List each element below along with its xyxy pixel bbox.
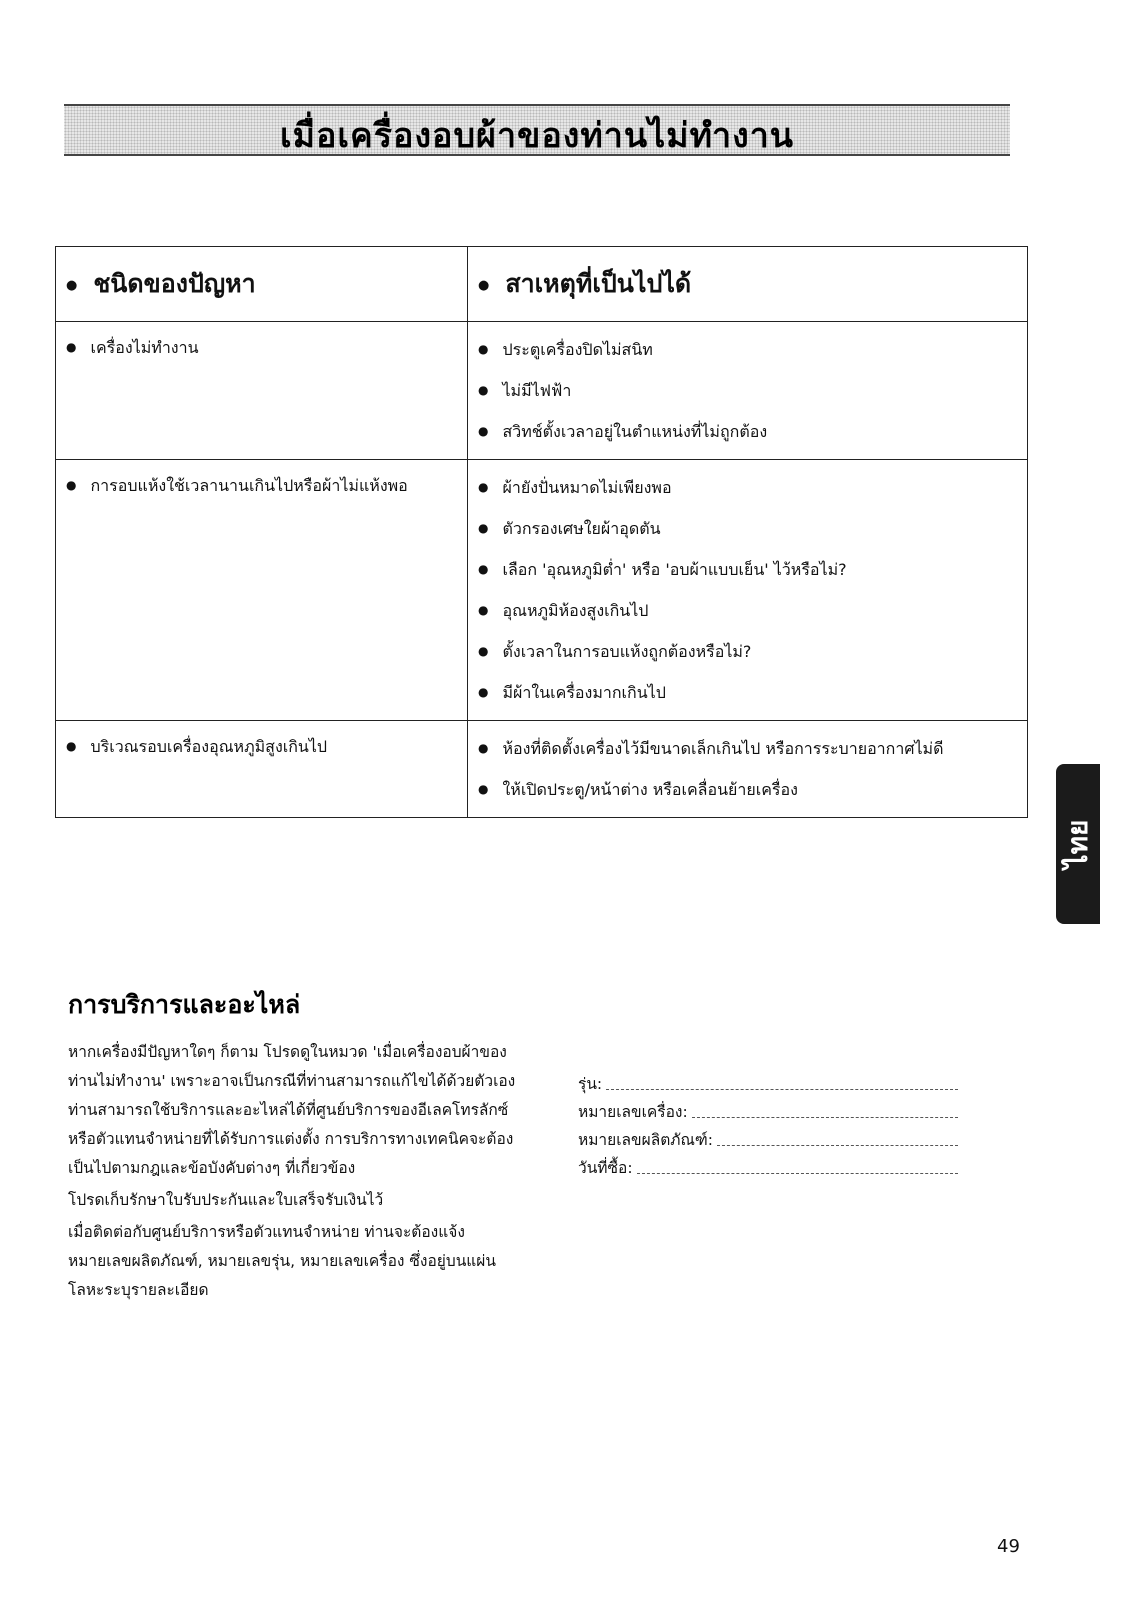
bullet-icon [478,422,502,441]
bullet-icon [478,739,502,758]
table-row [56,721,1028,818]
bullet-icon [66,737,90,756]
list-item: ● ตัวกรองเศษใยผ้าอุดตัน [478,511,1027,552]
cause-cell [468,460,1028,721]
header-problem-type: ● ชนิดของปัญหา [56,247,468,322]
record-field-model: รุ่น: [578,1068,958,1096]
table-header-row [56,247,1028,322]
bullet-icon [478,381,502,400]
bullet-icon [478,560,502,579]
product-record-form [578,1068,958,1180]
bullet-icon [478,340,502,359]
record-field-purchase-date: วันที่ซื้อ: [578,1152,958,1180]
fill-in-line [692,1117,958,1118]
bullet-icon [478,683,502,702]
service-paragraph: เมื่อติดต่อกับศูนย์บริการหรือตัวแทนจำหน่าย ท่านจะต้องแจ้งหมายเลขผลิตภัณฑ์, หมายเลขรุ่น, หมายเลขเครื่อง ซึ่งอยู่บนแผ่นโลหะระบุรายละเอียด [68,1223,496,1299]
problem-cell: ● เครื่องไม่ทำงาน [56,322,468,460]
problem-cell: ● บริเวณรอบเครื่องอุณหภูมิสูงเกินไป [56,721,468,818]
service-paragraph: หากเครื่องมีปัญหาใดๆ ก็ตาม โปรดดูในหมวด 'เมื่อเครื่องอบผ้าของท่านไม่ทำงาน' เพราะอาจเป็นกรณีที่ท่านสามารถแก้ไขได้ด้วยตัวเอง ท่านสามารถใช้บริการและอะไหล่ได้ที่ศูนย์บริการของอีเลคโทรลักซ์หรือตัวแทนจำหน่ายที่ได้รับการแต่งตั้ง การบริการทางเทคนิคจะต้องเป็นไปตามกฎและข้อบังคับต่างๆ ที่เกี่ยวข้อง [68,1043,516,1177]
record-field-serial: หมายเลขเครื่อง: [578,1096,958,1124]
service-section-body [68,1038,518,1308]
list-item: ● ตั้งเวลาในการอบแห้งถูกต้องหรือไม่? [478,634,1027,675]
list-item: ● ไม่มีไฟฟ้า [478,373,1027,414]
bullet-icon [66,338,90,357]
service-section-title: การบริการและอะไหล่ [68,990,301,1019]
cause-cell [468,721,1028,818]
bullet-icon [66,269,93,298]
list-item: ● เลือก 'อุณหภูมิต่ำ' หรือ 'อบผ้าแบบเย็น' ไว้หรือไม่? [478,552,1027,593]
table-row [56,460,1028,721]
fill-in-line [637,1173,958,1174]
bullet-icon [478,269,505,298]
page-number: 49 [997,1536,1020,1557]
list-item: ● ห้องที่ติดตั้งเครื่องไว้มีขนาดเล็กเกินไป หรือการระบายอากาศไม่ดี [478,731,1027,772]
record-field-product-number: หมายเลขผลิตภัณฑ์: [578,1124,958,1152]
fill-in-line [717,1145,958,1146]
cause-cell [468,322,1028,460]
page-title: เมื่อเครื่องอบผ้าของท่านไม่ทำงาน [279,116,795,156]
language-tab-label: ไทย [1061,819,1094,869]
troubleshooting-table [55,246,1028,818]
list-item: ● ประตูเครื่องปิดไม่สนิท [478,332,1027,373]
bullet-icon [478,519,502,538]
bullet-icon [478,780,502,799]
list-item: ● ผ้ายังปั่นหมาดไม่เพียงพอ [478,470,1027,511]
list-item: ● สวิทช์ตั้งเวลาอยู่ในตำแหน่งที่ไม่ถูกต้อง [478,414,1027,455]
list-item: ● มีผ้าในเครื่องมากเกินไป [478,675,1027,716]
table-row [56,322,1028,460]
fill-in-line [606,1089,958,1090]
header-possible-cause: ● สาเหตุที่เป็นไปได้ [468,247,1028,322]
service-paragraph: โปรดเก็บรักษาใบรับประกันและใบเสร็จรับเงินไว้ [68,1191,384,1209]
list-item: ● อุณหภูมิห้องสูงเกินไป [478,593,1027,634]
language-tab [1056,764,1100,924]
bullet-icon [478,478,502,497]
title-band [64,104,1010,156]
list-item: ● ให้เปิดประตู/หน้าต่าง หรือเคลื่อนย้ายเครื่อง [478,772,1027,813]
problem-cell: ● การอบแห้งใช้เวลานานเกินไปหรือผ้าไม่แห้งพอ [56,460,468,721]
bullet-icon [478,642,502,661]
bullet-icon [66,476,90,495]
bullet-icon [478,601,502,620]
